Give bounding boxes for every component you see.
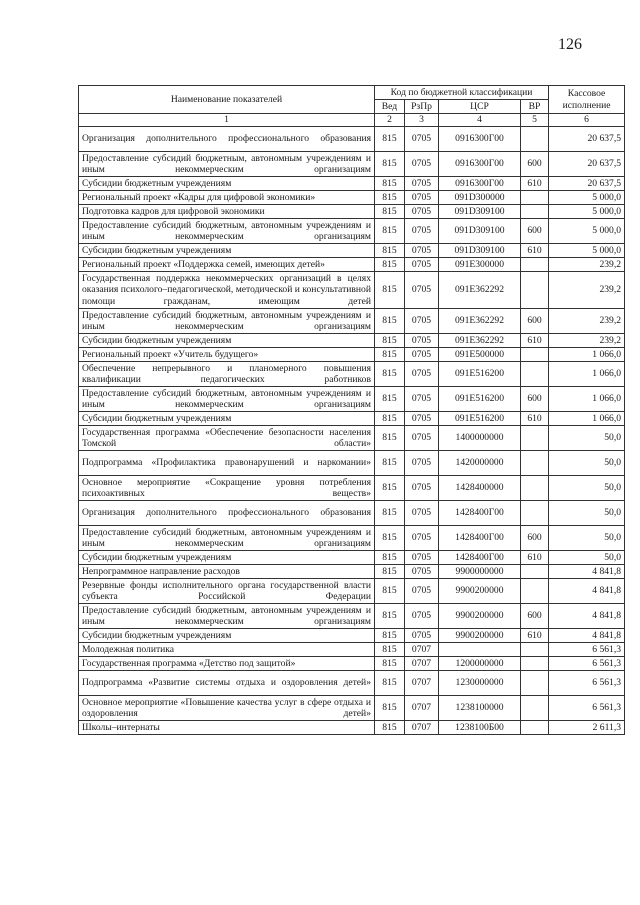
- row-ved: 815: [375, 604, 405, 629]
- row-name: Предоставление субсидий бюджетным, автономным учреждениям и иным некоммерческим организациям: [79, 219, 375, 244]
- row-vr: 600: [521, 604, 549, 629]
- row-name: Непрограммное направление расходов: [79, 565, 375, 579]
- row-ved: 815: [375, 309, 405, 334]
- row-amount: 5 000,0: [549, 219, 625, 244]
- header-csr: ЦСР: [439, 100, 521, 114]
- row-ved: 815: [375, 244, 405, 258]
- row-amount: 50,0: [549, 551, 625, 565]
- row-csr: 091E516200: [439, 412, 521, 426]
- row-csr: 0916300Г00: [439, 152, 521, 177]
- row-ved: 815: [375, 721, 405, 735]
- row-name: Субсидии бюджетным учреждениям: [79, 412, 375, 426]
- row-amount: 6 561,3: [549, 657, 625, 671]
- row-ved: 815: [375, 258, 405, 272]
- table-row: [79, 219, 625, 244]
- table-row: [79, 387, 625, 412]
- table-row: [79, 629, 625, 643]
- row-name: Предоставление субсидий бюджетным, автономным учреждениям и иным некоммерческим организациям: [79, 387, 375, 412]
- table-row: [79, 348, 625, 362]
- row-vr: 600: [521, 309, 549, 334]
- header-index-1: 1: [79, 114, 375, 127]
- row-vr: [521, 721, 549, 735]
- row-vr: 610: [521, 551, 549, 565]
- row-amount: 1 066,0: [549, 412, 625, 426]
- row-name: Государственная поддержка некоммерческих организаций в целях оказания психолого–педагогической, методической и консультативной помощи гражданам, имеющим детей: [79, 272, 375, 309]
- row-csr: 091D300000: [439, 191, 521, 205]
- row-amount: 239,2: [549, 309, 625, 334]
- row-csr: 091E500000: [439, 348, 521, 362]
- row-name: Школы–интернаты: [79, 721, 375, 735]
- header-index-2: 2: [375, 114, 405, 127]
- table-row: [79, 334, 625, 348]
- row-amount: 50,0: [549, 451, 625, 476]
- table-row: [79, 362, 625, 387]
- row-name: Предоставление субсидий бюджетным, автономным учреждениям и иным некоммерческим организациям: [79, 152, 375, 177]
- row-rzpr: 0707: [405, 657, 439, 671]
- row-ved: 815: [375, 579, 405, 604]
- row-csr: 1428400Г00: [439, 501, 521, 526]
- row-name: Предоставление субсидий бюджетным, автономным учреждениям и иным некоммерческим организациям: [79, 604, 375, 629]
- row-amount: 239,2: [549, 272, 625, 309]
- row-rzpr: 0705: [405, 501, 439, 526]
- row-name: Государственная программа «Обеспечение безопасности населения Томской области»: [79, 426, 375, 451]
- table-row: [79, 721, 625, 735]
- row-ved: 815: [375, 387, 405, 412]
- row-rzpr: 0705: [405, 244, 439, 258]
- row-vr: [521, 657, 549, 671]
- row-name: Субсидии бюджетным учреждениям: [79, 244, 375, 258]
- row-name: Основное мероприятие «Сокращение уровня потребления психоактивных веществ»: [79, 476, 375, 501]
- header-index-6: 6: [549, 114, 625, 127]
- row-vr: [521, 643, 549, 657]
- row-csr: 091D309100: [439, 244, 521, 258]
- row-vr: 610: [521, 629, 549, 643]
- table-row: [79, 272, 625, 309]
- row-amount: 20 637,5: [549, 152, 625, 177]
- row-vr: 610: [521, 177, 549, 191]
- row-ved: 815: [375, 526, 405, 551]
- row-vr: [521, 671, 549, 696]
- table-row: [79, 152, 625, 177]
- row-amount: 4 841,8: [549, 565, 625, 579]
- row-rzpr: 0705: [405, 476, 439, 501]
- row-ved: 815: [375, 412, 405, 426]
- table-row: [79, 501, 625, 526]
- table-row: [79, 426, 625, 451]
- table-row: [79, 451, 625, 476]
- row-ved: 815: [375, 219, 405, 244]
- row-csr: [439, 643, 521, 657]
- budget-table: [78, 85, 625, 735]
- row-ved: 815: [375, 551, 405, 565]
- table-row: [79, 309, 625, 334]
- row-amount: 20 637,5: [549, 127, 625, 152]
- row-rzpr: 0705: [405, 348, 439, 362]
- row-rzpr: 0705: [405, 604, 439, 629]
- row-ved: 815: [375, 191, 405, 205]
- row-vr: [521, 451, 549, 476]
- row-rzpr: 0705: [405, 152, 439, 177]
- row-name: Подпрограмма «Развитие системы отдыха и оздоровления детей»: [79, 671, 375, 696]
- table-row: [79, 258, 625, 272]
- row-ved: 815: [375, 629, 405, 643]
- row-rzpr: 0705: [405, 127, 439, 152]
- row-amount: 6 561,3: [549, 643, 625, 657]
- header-cash-line1: Кассовое: [567, 88, 606, 100]
- row-csr: 1420000000: [439, 451, 521, 476]
- row-csr: 9900200000: [439, 604, 521, 629]
- row-vr: [521, 127, 549, 152]
- header-cash-line2: исполнение: [562, 99, 611, 111]
- row-vr: [521, 191, 549, 205]
- row-rzpr: 0705: [405, 334, 439, 348]
- table-row: [79, 604, 625, 629]
- row-vr: [521, 272, 549, 309]
- row-ved: 815: [375, 334, 405, 348]
- row-vr: 600: [521, 152, 549, 177]
- row-vr: [521, 426, 549, 451]
- row-amount: 50,0: [549, 476, 625, 501]
- row-amount: 239,2: [549, 334, 625, 348]
- row-ved: 815: [375, 205, 405, 219]
- header-ved: Вед: [375, 100, 405, 114]
- row-vr: [521, 565, 549, 579]
- row-rzpr: 0705: [405, 258, 439, 272]
- row-csr: 091E362292: [439, 309, 521, 334]
- table-row: [79, 696, 625, 721]
- table-row: [79, 177, 625, 191]
- row-name: Региональный проект «Кадры для цифровой экономики»: [79, 191, 375, 205]
- row-vr: [521, 348, 549, 362]
- row-amount: 2 611,3: [549, 721, 625, 735]
- row-vr: [521, 476, 549, 501]
- table-row: [79, 579, 625, 604]
- row-ved: 815: [375, 501, 405, 526]
- header-vr: ВР: [521, 100, 549, 114]
- row-ved: 815: [375, 348, 405, 362]
- row-vr: 600: [521, 219, 549, 244]
- row-amount: 6 561,3: [549, 671, 625, 696]
- row-rzpr: 0705: [405, 309, 439, 334]
- row-amount: 1 066,0: [549, 348, 625, 362]
- row-vr: 600: [521, 526, 549, 551]
- header-cash: [549, 86, 625, 114]
- row-csr: 0916300Г00: [439, 127, 521, 152]
- row-csr: 091E362292: [439, 272, 521, 309]
- row-rzpr: 0705: [405, 579, 439, 604]
- table-row: [79, 657, 625, 671]
- row-vr: [521, 696, 549, 721]
- row-csr: 1428400000: [439, 476, 521, 501]
- row-csr: 1428400Г00: [439, 526, 521, 551]
- row-rzpr: 0705: [405, 551, 439, 565]
- row-csr: 1200000000: [439, 657, 521, 671]
- table-row: [79, 551, 625, 565]
- row-vr: [521, 501, 549, 526]
- row-ved: 815: [375, 272, 405, 309]
- row-amount: 5 000,0: [549, 244, 625, 258]
- table-row: [79, 127, 625, 152]
- row-vr: 610: [521, 244, 549, 258]
- row-amount: 1 066,0: [549, 362, 625, 387]
- row-name: Субсидии бюджетным учреждениям: [79, 629, 375, 643]
- row-ved: 815: [375, 671, 405, 696]
- row-csr: 091E362292: [439, 334, 521, 348]
- row-amount: 50,0: [549, 501, 625, 526]
- table-row: [79, 565, 625, 579]
- row-amount: 20 637,5: [549, 177, 625, 191]
- row-name: Субсидии бюджетным учреждениям: [79, 551, 375, 565]
- row-name: Подпрограмма «Профилактика правонарушений и наркомании»: [79, 451, 375, 476]
- row-csr: 091E516200: [439, 362, 521, 387]
- row-name: Организация дополнительного профессионального образования: [79, 127, 375, 152]
- row-csr: 091E300000: [439, 258, 521, 272]
- row-csr: 1428400Г00: [439, 551, 521, 565]
- row-name: Основное мероприятие «Повышение качества услуг в сфере отдыха и оздоровления детей»: [79, 696, 375, 721]
- row-csr: 1238100000: [439, 696, 521, 721]
- row-rzpr: 0705: [405, 177, 439, 191]
- row-ved: 815: [375, 127, 405, 152]
- row-csr: 091D309100: [439, 219, 521, 244]
- table-row: [79, 643, 625, 657]
- header-index-3: 3: [405, 114, 439, 127]
- row-ved: 815: [375, 451, 405, 476]
- row-ved: 815: [375, 643, 405, 657]
- row-vr: 600: [521, 387, 549, 412]
- row-csr: 091E516200: [439, 387, 521, 412]
- row-name: Региональный проект «Поддержка семей, имеющих детей»: [79, 258, 375, 272]
- table-header: [79, 86, 625, 127]
- row-rzpr: 0705: [405, 191, 439, 205]
- row-rzpr: 0705: [405, 362, 439, 387]
- row-ved: 815: [375, 362, 405, 387]
- row-amount: 6 561,3: [549, 696, 625, 721]
- row-ved: 815: [375, 476, 405, 501]
- row-amount: 4 841,8: [549, 579, 625, 604]
- row-ved: 815: [375, 152, 405, 177]
- row-vr: [521, 205, 549, 219]
- row-name: Подготовка кадров для цифровой экономики: [79, 205, 375, 219]
- row-name: Организация дополнительного профессионального образования: [79, 501, 375, 526]
- row-ved: 815: [375, 657, 405, 671]
- row-csr: 0916300Г00: [439, 177, 521, 191]
- row-rzpr: 0705: [405, 387, 439, 412]
- table-body: [79, 127, 625, 735]
- row-name: Субсидии бюджетным учреждениям: [79, 177, 375, 191]
- row-ved: 815: [375, 565, 405, 579]
- row-rzpr: 0705: [405, 426, 439, 451]
- row-rzpr: 0705: [405, 565, 439, 579]
- row-rzpr: 0707: [405, 721, 439, 735]
- row-name: Обеспечение непрерывного и планомерного повышения квалификации педагогических работников: [79, 362, 375, 387]
- row-rzpr: 0707: [405, 643, 439, 657]
- row-name: Предоставление субсидий бюджетным, автономным учреждениям и иным некоммерческим организациям: [79, 309, 375, 334]
- row-amount: 50,0: [549, 426, 625, 451]
- row-vr: [521, 579, 549, 604]
- row-rzpr: 0705: [405, 219, 439, 244]
- header-name: Наименование показателей: [79, 86, 375, 114]
- row-name: Резервные фонды исполнительного органа государственной власти субъекта Российской Федерации: [79, 579, 375, 604]
- row-amount: 239,2: [549, 258, 625, 272]
- row-ved: 815: [375, 696, 405, 721]
- table-row: [79, 476, 625, 501]
- header-rzpr: РзПр: [405, 100, 439, 114]
- row-rzpr: 0705: [405, 526, 439, 551]
- row-rzpr: 0707: [405, 671, 439, 696]
- row-csr: 091D309100: [439, 205, 521, 219]
- header-code-group: Код по бюджетной классификации: [375, 86, 549, 100]
- table-row: [79, 205, 625, 219]
- row-rzpr: 0705: [405, 205, 439, 219]
- row-csr: 9900200000: [439, 629, 521, 643]
- row-rzpr: 0705: [405, 451, 439, 476]
- row-name: Молодежная политика: [79, 643, 375, 657]
- row-vr: [521, 362, 549, 387]
- row-rzpr: 0707: [405, 696, 439, 721]
- table-row: [79, 671, 625, 696]
- header-index-5: 5: [521, 114, 549, 127]
- row-rzpr: 0705: [405, 272, 439, 309]
- row-csr: 1238100Б00: [439, 721, 521, 735]
- page-number: 126: [558, 36, 582, 53]
- row-vr: 610: [521, 412, 549, 426]
- row-csr: 1400000000: [439, 426, 521, 451]
- row-rzpr: 0705: [405, 629, 439, 643]
- table-row: [79, 526, 625, 551]
- table-row: [79, 244, 625, 258]
- row-name: Предоставление субсидий бюджетным, автономным учреждениям и иным некоммерческим организациям: [79, 526, 375, 551]
- row-amount: 1 066,0: [549, 387, 625, 412]
- row-amount: 5 000,0: [549, 191, 625, 205]
- table-row: [79, 191, 625, 205]
- row-csr: 9900200000: [439, 579, 521, 604]
- table-row: [79, 412, 625, 426]
- row-amount: 4 841,8: [549, 629, 625, 643]
- row-rzpr: 0705: [405, 412, 439, 426]
- row-name: Субсидии бюджетным учреждениям: [79, 334, 375, 348]
- row-amount: 4 841,8: [549, 604, 625, 629]
- row-amount: 5 000,0: [549, 205, 625, 219]
- row-vr: 610: [521, 334, 549, 348]
- row-amount: 50,0: [549, 526, 625, 551]
- row-csr: 9900000000: [439, 565, 521, 579]
- row-name: Региональный проект «Учитель будущего»: [79, 348, 375, 362]
- row-ved: 815: [375, 426, 405, 451]
- header-index-4: 4: [439, 114, 521, 127]
- row-ved: 815: [375, 177, 405, 191]
- row-csr: 1230000000: [439, 671, 521, 696]
- row-vr: [521, 258, 549, 272]
- row-name: Государственная программа «Детство под защитой»: [79, 657, 375, 671]
